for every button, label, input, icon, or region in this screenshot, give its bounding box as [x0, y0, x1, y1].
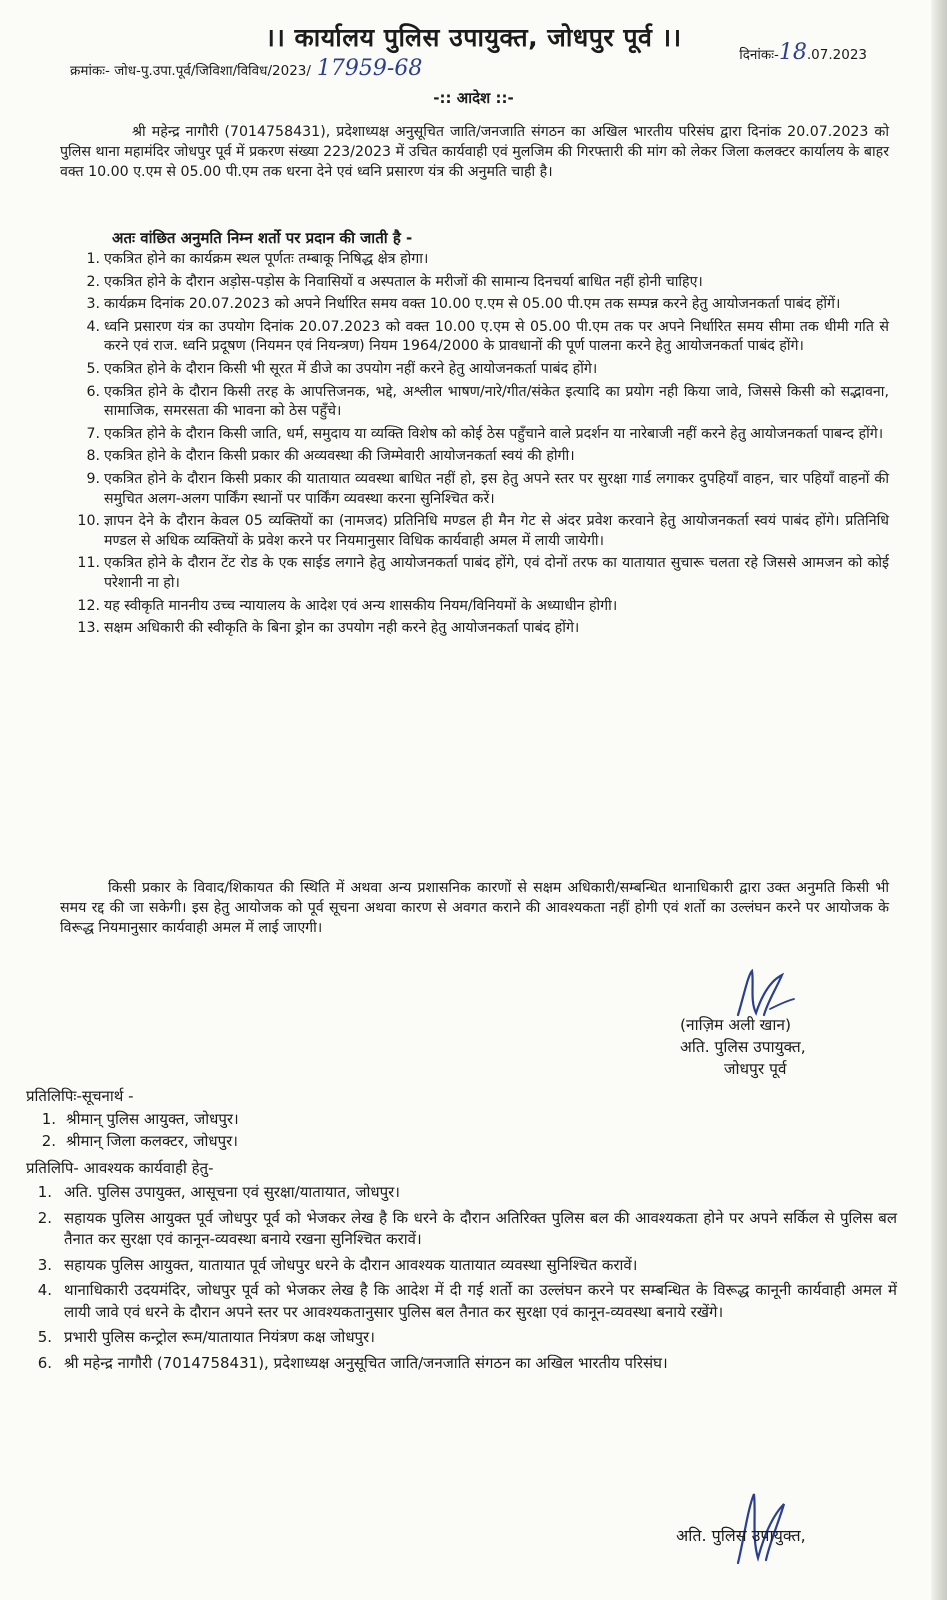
condition-item: [60, 512, 889, 551]
condition-number: 3.: [86, 296, 100, 313]
item-text: प्रभारी पुलिस कन्ट्रोल रूम/यातायात नियंत्रण कक्ष जोधपुर।: [64, 1328, 375, 1346]
condition-item: [60, 597, 889, 617]
item-number: 1.: [37, 1183, 52, 1201]
condition-text: एकत्रित होने के दौरान किसी प्रकार की यातायात व्यवस्था बाधित नहीं हो, इस हेतु अपने स्तर पर सुरक्षा गार्ड लगाकर दुपहियाँ वाहन, चार पहियाँ वाहनों की समुचित अलग-अलग पार्किंग स्थानों पर पार्किंग व्यवस्था करना सुनिश्चित करें।: [104, 470, 889, 507]
condition-text: कार्यक्रम दिनांक 20.07.2023 को अपने निर्धारित समय वक्त 10.00 ए.एम से 05.00 पी.एम तक सम्पन्न करने हेतु आयोजनकर्ता पाबंद होंगें।: [104, 296, 841, 313]
item-text: श्री महेन्द्र नागौरी (7014758431), प्रदेशाध्यक्ष अनुसूचित जाति/जनजाति संगठन का अखिल भारतीय परिसंघ।: [64, 1353, 668, 1372]
copy-info-list: [20, 1108, 239, 1152]
condition-text: एकत्रित होने के दौरान किसी भी सूरत में डीजे का उपयोग नहीं करने हेतु आयोजनकर्ता पाबंद होंगे।: [104, 360, 598, 377]
item-number: 4.: [37, 1281, 52, 1299]
item-text: सहायक पुलिस आयुक्त पूर्व जोधपुर पूर्व को भेजकर लेख है कि धरने के दौरान अतिरिक्त पुलिस बल की आवश्यकता होने पर अपने सर्किल से पुलिस बल तैनात कर सुरक्षा एवं कानून-व्यवस्था बनाये रखना सुनिश्चित करावें।: [64, 1208, 897, 1248]
condition-number: 12.: [77, 597, 100, 614]
item-text: श्रीमान् पुलिस आयुक्त, जोधपुर।: [66, 1110, 239, 1128]
item-text: थानाधिकारी उदयमंदिर, जोधपुर पूर्व को भेजकर लेख है कि आदेश में दी गई शर्तो का उल्लंघन करने पर सम्बन्धित के विरूद्ध कानूनी कार्यवाही अमल में लायी जावे एवं धरने के दौरान अपने स्तर पर आवश्यकतानुसार पुलिस बल तैनात कर सुरक्षा एवं कानून-व्यवस्था बनाये रखेंगे।: [64, 1281, 897, 1321]
signatory-designation: अति. पुलिस उपायुक्त,: [680, 1038, 806, 1056]
condition-item: [60, 250, 889, 270]
condition-number: 2.: [86, 273, 100, 290]
closing-paragraph: किसी प्रकार के विवाद/शिकायत की स्थिति में अथवा अन्य प्रशासनिक कारणों से सक्षम अधिकारी/सम्बन्धित थानाधिकारी द्वारा उक्त अनुमति किसी भी समय रद्द की जा सकेगी। इस हेतु आयोजक को पूर्व सूचना अथवा कारण से अवगत कराने की आवश्यकता नहीं होगी एवं शर्तो का उल्लंघन करने पर आयोजक के विरूद्ध नियमानुसार कार्यवाही अमल में लाई जाएगी।: [60, 880, 889, 936]
item-number: 6.: [37, 1353, 52, 1372]
date-suffix: .07.2023: [806, 47, 867, 63]
item-number: 1.: [41, 1110, 56, 1128]
footer-signatory-designation: अति. पुलिस उपायुक्त,: [676, 1526, 806, 1545]
condition-number: 7.: [86, 425, 100, 442]
item-number: 3.: [37, 1255, 52, 1274]
reference-line: [70, 56, 422, 81]
condition-number: 6.: [86, 383, 100, 400]
item-text: श्रीमान् जिला कलक्टर, जोधपुर।: [66, 1132, 238, 1150]
list-item: [20, 1280, 897, 1323]
date-label: दिनांकः-: [739, 47, 779, 63]
item-text: अति. पुलिस उपायुक्त, आसूचना एवं सुरक्षा/यातायात, जोधपुर।: [64, 1183, 400, 1201]
list-item: [20, 1208, 897, 1251]
page-edge-shadow: [931, 0, 947, 1600]
reference-prefix: क्रमांकः- जोध-पु.उपा.पूर्व/जिविशा/विविध/2023/: [70, 63, 311, 79]
list-item: [20, 1130, 239, 1152]
condition-item: [60, 318, 889, 357]
handwritten-date-day: 18: [778, 40, 807, 65]
condition-text: ज्ञापन देने के दौरान केवल 05 व्यक्तियों का (नामजद) प्रतिनिधि मण्डल ही मैन गेट से अंदर प्रवेश करवाने हेतु आयोजनकर्ता स्वयं पाबंद होंगे। प्रतिनिधि मण्डल से अधिक व्यक्तियों के प्रवेश करने पर नियमानुसार विधिक कार्यवाही अमल में लायी जायेगी।: [104, 513, 889, 549]
list-item: [20, 1108, 239, 1130]
list-item: [20, 1182, 897, 1204]
date-line: [739, 40, 867, 65]
condition-text: एकत्रित होने के दौरान किसी प्रकार की अव्यवस्था की जिम्मेवारी आयोजनकर्ता स्वयं की होगी।: [104, 448, 575, 465]
conditions-list: [60, 250, 889, 642]
list-item: [20, 1327, 897, 1349]
signatory-block: [680, 1014, 806, 1080]
condition-item: [60, 273, 889, 293]
condition-text: यह स्वीकृति माननीय उच्च न्यायालय के आदेश एवं अन्य शासकीय नियम/विनियमों के अध्याधीन होगी।: [104, 597, 618, 614]
item-number: 2.: [41, 1132, 56, 1150]
condition-text: एकत्रित होने के दौरान किसी तरह के आपत्तिजनक, भद्दे, अश्लील भाषण/नारे/गीत/संकेत इत्यादि का प्रयोग नही किया जावे, जिससे किसी को सद्भावना, सामाजिक, समरसता की भावना को ठेस पहुँचे।: [104, 383, 889, 420]
list-item: [20, 1255, 897, 1277]
condition-item: [60, 470, 889, 509]
condition-text: एकत्रित होने के दौरान किसी जाति, धर्म, समुदाय या व्यक्ति विशेष को कोई ठेस पहुँचाने वाले प्रदर्शन या नारेबाजी नहीं करने हेतु आयोजनकर्ता पाबन्द होंगे।: [104, 425, 884, 442]
condition-item: [60, 554, 889, 593]
signatory-name: (नाज़िम अली खान): [680, 1016, 792, 1034]
handwritten-reference-number: 17959-68: [316, 56, 423, 81]
condition-number: 10.: [77, 513, 100, 530]
order-heading: -:: आदेश ::-: [433, 89, 514, 107]
office-title: ।। कार्यालय पुलिस उपायुक्त, जोधपुर पूर्व ।।: [265, 23, 682, 52]
condition-text: एकत्रित होने के दौरान टेंट रोड के एक साईड लगाने हेतु आयोजनकर्ता पाबंद होंगे, एवं दोनों तरफ का यातायात सुचारू चलता रहे जिससे आमजन को कोई परेशानी ना हो।: [104, 555, 889, 591]
conditions-lead: अतः वांछित अनुमति निम्न शर्तो पर प्रदान की जाती है -: [112, 229, 413, 247]
item-number: 5.: [37, 1328, 52, 1346]
item-number: 2.: [37, 1208, 52, 1227]
signature-scribble: [730, 965, 800, 1020]
copy-action-list: [20, 1182, 897, 1378]
condition-item: [60, 619, 889, 639]
signatory-office: जोधपुर पूर्व: [724, 1060, 787, 1078]
condition-item: [60, 360, 889, 380]
copy-info-heading: प्रतिलिपिः-सूचनार्थ -: [26, 1087, 134, 1105]
condition-text: एकत्रित होने के दौरान अड़ोस-पड़ोस के निवासियों व अस्पताल के मरीजों की सामान्य दिनचर्या बाधित नहीं होनी चाहिए।: [104, 273, 703, 290]
item-text: सहायक पुलिस आयुक्त, यातायात पूर्व जोधपुर धरने के दौरान आवश्यक यातायात व्यवस्था सुनिश्चित करावें।: [64, 1255, 638, 1274]
condition-number: 1.: [86, 251, 100, 267]
intro-paragraph: श्री महेन्द्र नागौरी (7014758431), प्रदेशाध्यक्ष अनुसूचित जाति/जनजाति संगठन का अखिल भारतीय परिसंघ द्वारा दिनांक 20.07.2023 को पुलिस थाना महामंदिर जोधपुर पूर्व में प्रकरण संख्या 223/2023 में उचित कार्यवाही एवं मुलजिम की गिरफ्तारी की मांग को लेकर जिला कलक्टर कार्यालय के बाहर वक्त 10.00 ए.एम से 05.00 पी.एम तक धरना देने एवं ध्वनि प्रसारण यंत्र की अनुमति चाही है।: [60, 124, 889, 180]
copy-action-heading: प्रतिलिपि- आवश्यक कार्यवाही हेतु-: [26, 1159, 214, 1177]
list-item: [20, 1353, 897, 1375]
condition-number: 13.: [77, 620, 100, 637]
condition-number: 5.: [86, 360, 100, 377]
condition-number: 8.: [86, 448, 100, 465]
condition-item: [60, 295, 889, 315]
condition-text: सक्षम अधिकारी की स्वीकृति के बिना ड्रोन का उपयोग नही करने हेतु आयोजनकर्ता पाबंद होंगे।: [104, 620, 580, 637]
condition-item: [60, 425, 889, 445]
condition-text: एकत्रित होने का कार्यक्रम स्थल पूर्णतः तम्बाकू निषिद्ध क्षेत्र होगा।: [104, 251, 429, 267]
condition-number: 11.: [77, 555, 100, 572]
condition-number: 9.: [86, 470, 100, 487]
condition-item: [60, 447, 889, 467]
condition-text: ध्वनि प्रसारण यंत्र का उपयोग दिनांक 20.07.2023 को वक्त 10.00 ए.एम से 05.00 पी.एम तक पर अपने निर्धारित समय सीमा तक धीमी गति से करने एवं राज. ध्वनि प्रदूषण (नियमन एवं नियन्त्रण) नियम 1964/2000 के प्रावधानों की पूर्ण पालना करने हेतु आयोजनकर्ता पाबंद होंगे।: [104, 318, 889, 355]
condition-item: [60, 383, 889, 422]
condition-number: 4.: [86, 318, 100, 335]
